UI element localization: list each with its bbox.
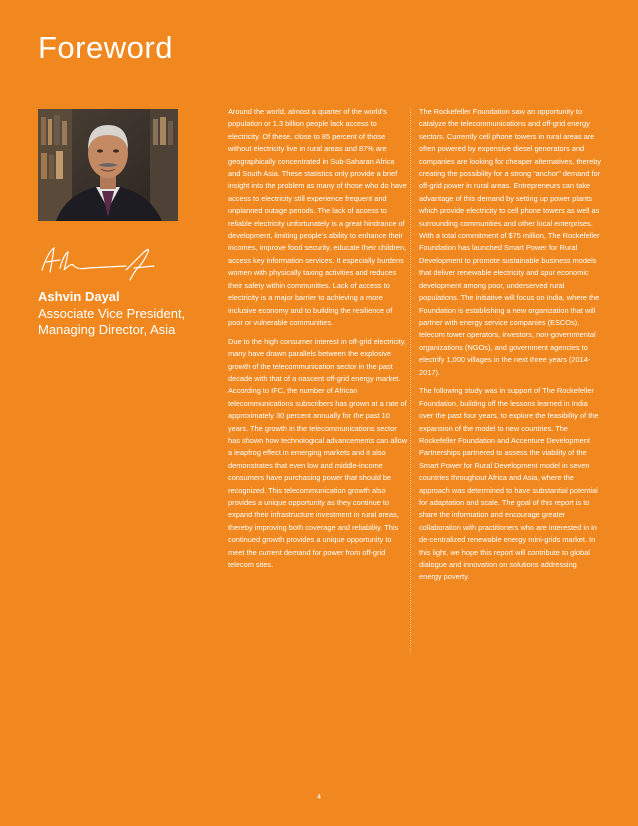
page-number: 4 <box>316 792 322 801</box>
body-column-left <box>228 106 408 578</box>
author-title-line2: Managing Director, Asia <box>38 322 176 337</box>
body-column-right <box>419 106 601 590</box>
column-divider <box>410 108 411 653</box>
author-portrait-image <box>38 109 178 221</box>
paragraph-rockefeller-opportunity: The Rockefeller Foundation saw an opportunity to catalyze the telecommunications and off-grid energy sectors. Currently cell phone towers in rural areas are often powered by expensive diesel generators and companies are looking for cheaper alternatives, thereby creating the possibility for a strong “anchor” demand for off-grid power in rural areas. Entrepreneurs can take advantage of this demand by setting up power plants which provide electricity to cell phone towers as well as surrounding communities and other local enterprises. With a total commitment of $75 million, The Rockefeller Foundation has launched Smart Power for Rural Development to promote sustainable business models that deliver renewable electricity and spur economic development among poor, underserved rural populations. The initiative will focus on India, where the Foundation is establishing a new organization that will partner with energy service companies (ESCOs), telecom tower operators, investors, non-governmental organizations (NGOs), and government agencies to electrify 1,000 villages in the next three years (2014-2017). <box>419 107 601 377</box>
author-name: Ashvin Dayal <box>38 289 120 304</box>
author-block <box>38 288 198 338</box>
paragraph-access-electricity: Around the world, almost a quarter of the world’s population or 1.3 billion people lack access to electricity. Of these, close to 85 percent of those without electricity live in rural areas and 87% are geographically concentrated in Sub-Saharan Africa and South Asia. These statistics only provide a brief insight into the problem as many of those who do have access to electricity still experience frequent and unplanned outage periods. The lack of access to reliable electricity unfortunately is a great hindrance of development, limiting people’s ability to enhance their incomes, improve food security, educate their children, access key information services. It especially burdens women with physically taxing activities and reduces their safety within communities. Lack of access to electricity is a major barrier to achieving a more inclusive economy and to building the resilience of poor or vulnerable communities. <box>228 107 407 327</box>
paragraph-telecom-growth: Due to the high consumer interest in off-grid electricity, many have drawn parallels between the explosive growth of the telecommunication sector in the past decade with that of a nascent off-grid energy market. According to IFC, the number of African telecommunications subscribers has grown at a rate of approximately 30 percent annually for the past 10 years. The growth in the telecommunications sector has shown how technological advancements can allow a leapfrog effect in emerging markets and it also demonstrates that even low and middle-income consumers have purchasing power that should be recognized. This telecommunication growth also provides a unique opportunity as they continue to expand their infrastructure investment in rural areas, thereby improving both coverage and reliability. This continued growth provides a unique opportunity to meet the current demand for power from off-grid telecom sites. <box>228 336 408 570</box>
author-signature-image <box>38 240 158 285</box>
paragraph-study-support: The following study was in support of The Rockefeller Foundation, building off the lessons learned in India over the past four years, to explore the feasibility of the expansion of the model to new countries. The Rockefeller Foundation and Accenture Development Partnerships partnered to assess the viability of the Smart Power for Rural Development model in seven countries throughout Africa and Asia, where the approach was determined to have substantial potential for adaptation and scale. The goal of this report is to share the information and encourage greater collaboration with practitioners who are interested in in de-centralized renewable energy mini-grids market. In this light, we hope this report will contribute to global dialogue and innovation on solutions addressing energy poverty. <box>419 386 599 582</box>
author-title-line1: Associate Vice President, <box>38 306 186 321</box>
page-title: Foreword <box>38 30 173 65</box>
